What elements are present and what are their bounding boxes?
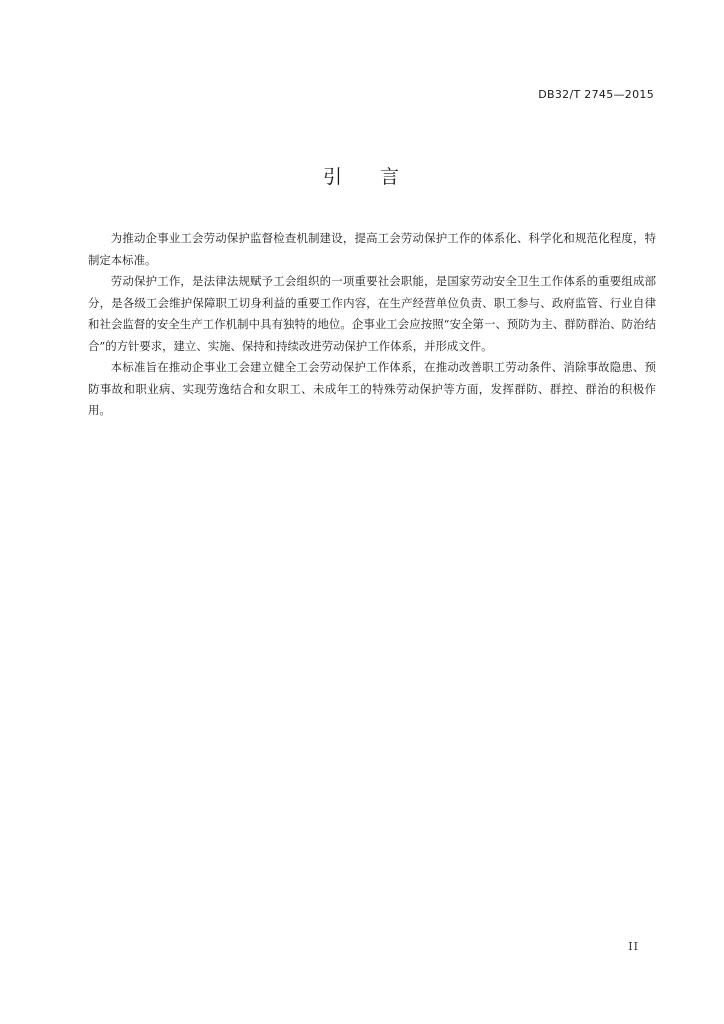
paragraph-2: 劳动保护工作，是法律法规赋予工会组织的一项重要社会职能，是国家劳动安全卫生工作体系的重要组成部分，是各级工会维护保障职工切身利益的重要工作内容，在生产经营单位负责、职工参与、政府监管、行业自律和社会监督的安全生产工作机制中具有独特的地位。企事业工会应按照“安全第一、预防为主、群防群治、防治结合”的方针要求，建立、实施、保持和持续改进劳动保护工作体系，并形成文件。 — [88, 274, 656, 353]
section-title — [0, 162, 724, 189]
title-char-2: 言 — [380, 166, 402, 188]
page-number: II — [628, 940, 639, 953]
paragraph-1: 为推动企事业工会劳动保护监督检查机制建设，提高工会劳动保护工作的体系化、科学化和规范化程度，特制定本标准。 — [88, 231, 656, 267]
title-char-1: 引 — [322, 166, 344, 188]
introduction-body — [88, 228, 656, 422]
paragraph-3: 本标准旨在推动企事业工会建立健全工会劳动保护工作体系，在推动改善职工劳动条件、消除事故隐患、预防事故和职业病、实现劳逸结合和女职工、未成年工的特殊劳动保护等方面，发挥群防、群控、群治的积极作用。 — [88, 360, 656, 417]
standard-code: DB32/T 2745—2015 — [538, 88, 654, 101]
